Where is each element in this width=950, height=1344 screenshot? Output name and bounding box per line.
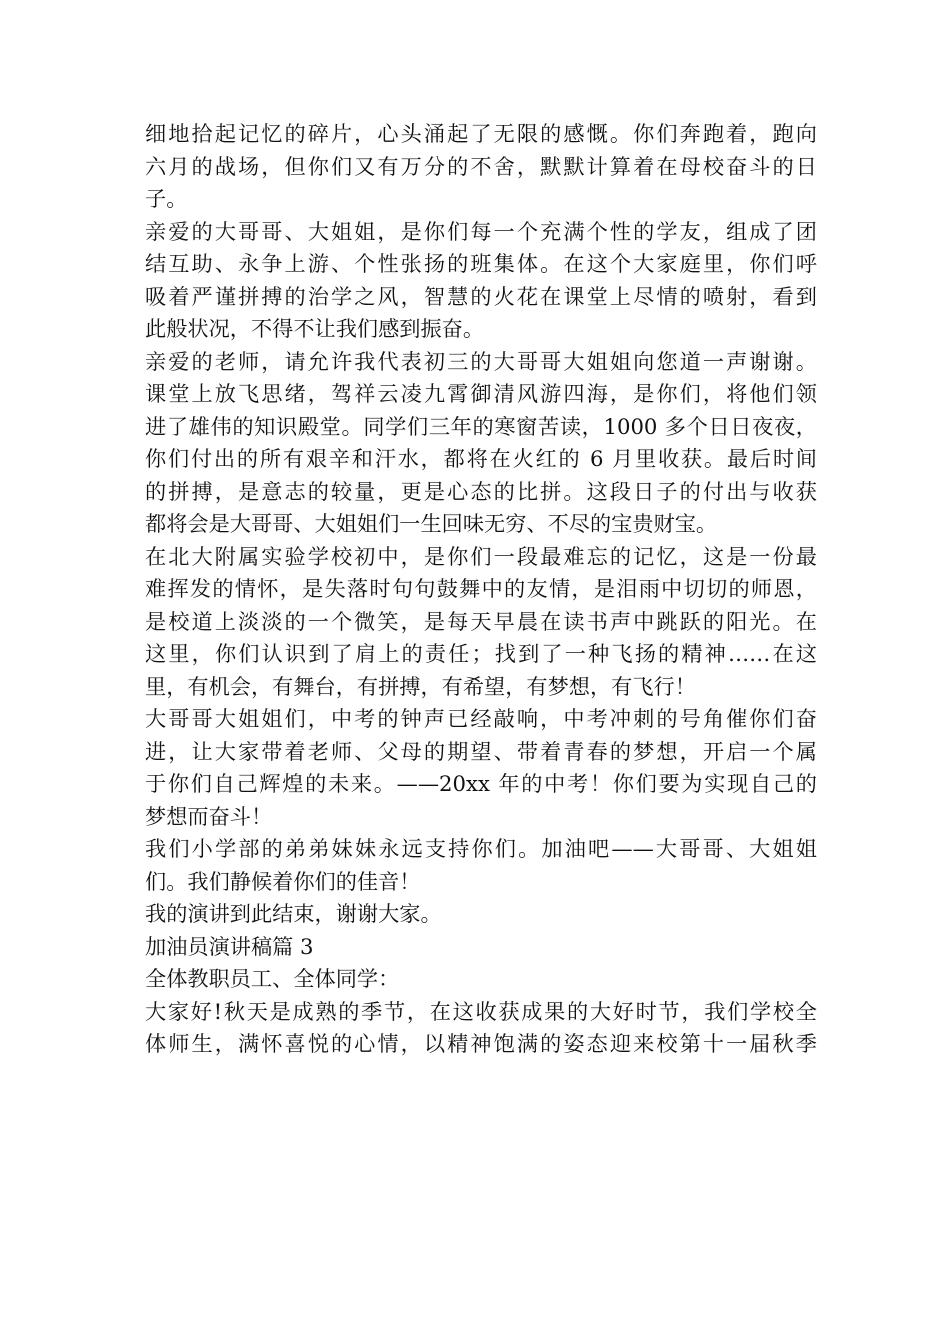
text-line: 这里，你们认识到了肩上的责任；找到了一种飞扬的精神……在这	[145, 641, 817, 666]
text-line: 子。	[145, 186, 188, 211]
text-line: 此般状况，不得不让我们感到振奋。	[145, 316, 485, 341]
text-line: 结互助、永争上游、个性张扬的班集体。在这个大家庭里，你们呼	[145, 251, 817, 276]
text-line: 进了雄伟的知识殿堂。同学们三年的寒窗苦读，1000 多个日日夜夜，	[145, 413, 817, 439]
text-line: 加油员演讲稿篇 3	[145, 933, 314, 959]
text-line: 我们小学部的弟弟妹妹永远支持你们。加油吧——大哥哥、大姐姐	[145, 836, 817, 861]
text-line: 我的演讲到此结束，谢谢大家。	[145, 901, 442, 926]
text-line: 的拼搏，是意志的较量，更是心态的比拼。这段日子的付出与收获	[145, 478, 817, 504]
text-line: 六月的战场，但你们又有万分的不舍，默默计算着在母校奋斗的日	[145, 153, 817, 179]
document-body	[145, 118, 817, 1061]
text-line: 吸着严谨拼搏的治学之风，智慧的火花在课堂上尽情的喷射，看到	[145, 283, 817, 309]
text-line: 体师生，满怀喜悦的心情，以精神饱满的姿态迎来校第十一届秋季	[145, 1031, 817, 1056]
text-line: 亲爱的大哥哥、大姐姐，是你们每一个充满个性的学友，组成了团	[145, 218, 817, 244]
text-line: 梦想而奋斗！	[145, 803, 273, 829]
text-line: 们。我们静候着你们的佳音！	[145, 868, 421, 894]
text-line: 亲爱的老师，请允许我代表初三的大哥哥大姐姐向您道一声谢谢。	[145, 348, 817, 374]
text-line: 你们付出的所有艰辛和汗水，都将在火红的 6 月里收获。最后时间	[145, 446, 817, 471]
text-line: 全体教职员工、全体同学：	[145, 966, 400, 991]
text-line: 都将会是大哥哥、大姐姐们一生回味无穷、不尽的宝贵财宝。	[145, 511, 718, 536]
text-line: 于你们自己辉煌的未来。——20xx 年的中考！你们要为实现自己的	[145, 771, 817, 796]
text-line: 课堂上放飞思绪，驾祥云凌九霄御清风游四海，是你们，将他们领	[145, 381, 817, 406]
text-line: 是校道上淡淡的一个微笑，是每天早晨在读书声中跳跃的阳光。在	[145, 608, 817, 634]
text-line: 细地拾起记忆的碎片，心头涌起了无限的感慨。你们奔跑着，跑向	[145, 121, 817, 146]
text-line: 大家好!秋天是成熟的季节，在这收获成果的大好时节，我们学校全	[145, 998, 817, 1024]
text-line: 难挥发的情怀，是失落时句句鼓舞中的友情，是泪雨中切切的师恩，	[145, 576, 817, 601]
text-line: 里，有机会，有舞台，有拼搏，有希望，有梦想，有飞行！	[145, 673, 696, 699]
text-line: 进，让大家带着老师、父母的期望、带着青春的梦想，开启一个属	[145, 738, 817, 764]
text-line: 在北大附属实验学校初中，是你们一段最难忘的记忆，这是一份最	[145, 543, 817, 569]
text-line: 大哥哥大姐姐们，中考的钟声已经敲响，中考冲刺的号角催你们奋	[145, 706, 817, 731]
